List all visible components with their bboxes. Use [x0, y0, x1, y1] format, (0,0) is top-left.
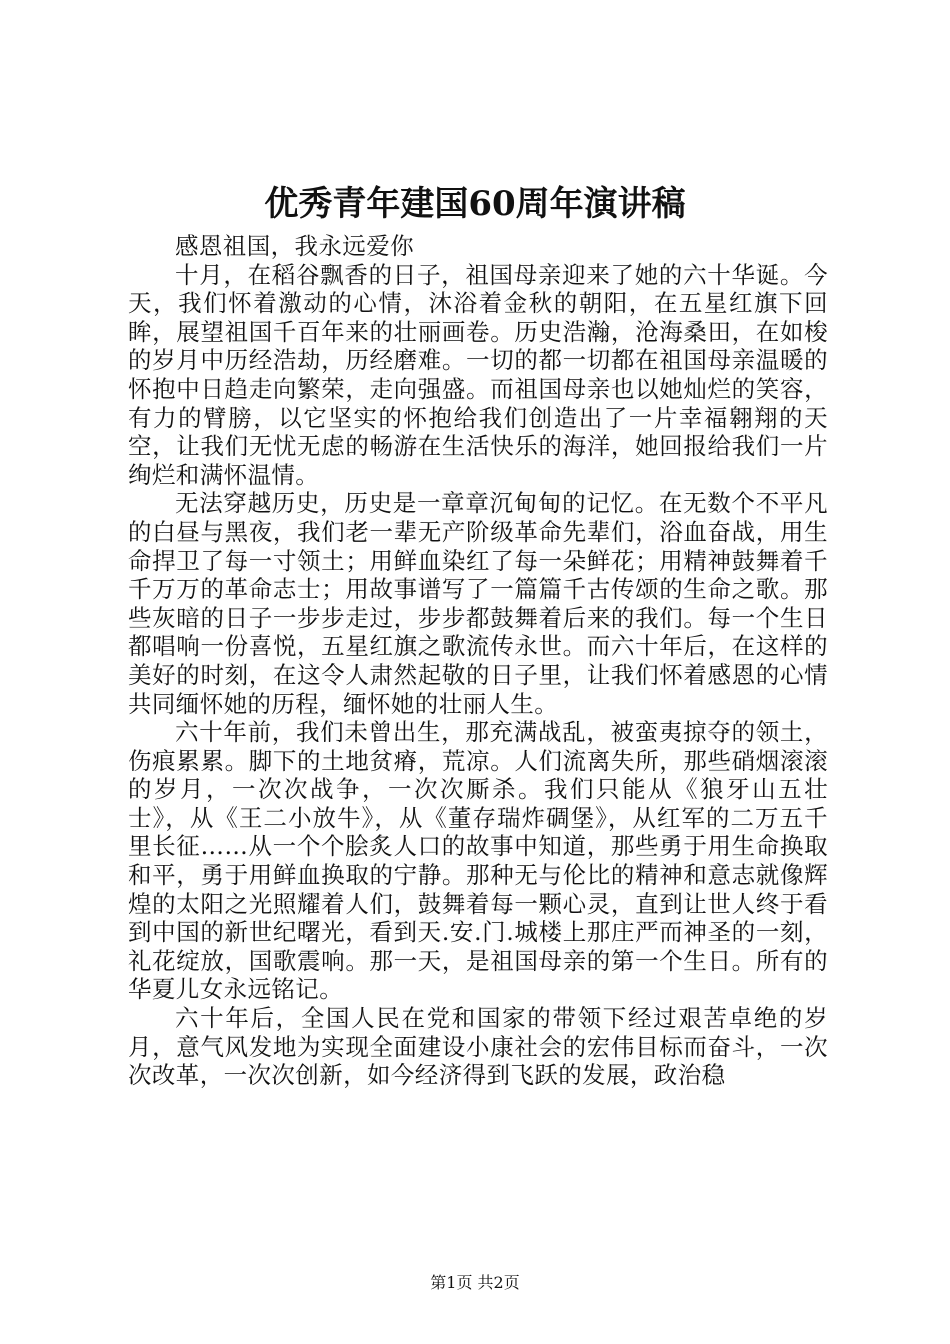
paragraph: 无法穿越历史，历史是一章章沉甸甸的记忆。在无数个不平凡的白昼与黑夜，我们老一辈无产阶级革命先辈们，浴血奋战，用生命捍卫了每一寸领土；用鲜血染红了每一朵鲜花；用精神鼓舞着千千万万的革命志士；用故事谱写了一篇篇千古传颂的生命之歌。那些灰暗的日子一步步走过，步步都鼓舞着后来的我们。每一个生日都唱响一份喜悦，五星红旗之歌流传永世。而六十年后，在这样的美好的时刻，在这令人肃然起敬的日子里，让我们怀着感恩的心情共同缅怀她的历程，缅怀她的壮丽人生。: [128, 489, 828, 718]
paragraph: 六十年前，我们未曾出生，那充满战乱，被蛮夷掠夺的领土，伤痕累累。脚下的土地贫瘠，荒凉。人们流离失所，那些硝烟滚滚的岁月，一次次战争，一次次厮杀。我们只能从《狼牙山五壮士》，从《王二小放牛》，从《董存瑞炸碉堡》，从红军的二万五千里长征……从一个个脍炙人口的故事中知道，那些勇于用生命换取和平，勇于用鲜血换取的宁静。那种无与伦比的精神和意志就像辉煌的太阳之光照耀着人们，鼓舞着每一颗心灵，直到让世人终于看到中国的新世纪曙光，看到天.安.门.城楼上那庄严而神圣的一刻，礼花绽放，国歌震响。那一天，是祖国母亲的第一个生日。所有的华夏儿女永远铭记。: [128, 718, 828, 1004]
paragraph: 六十年后，全国人民在党和国家的带领下经过艰苦卓绝的岁月，意气风发地为实现全面建设小康社会的宏伟目标而奋斗，一次次改革，一次次创新，如今经济得到飞跃的发展，政治稳: [128, 1004, 828, 1090]
page-footer: 第1页 共2页: [430, 1273, 520, 1292]
document-title: 优秀青年建国60周年演讲稿: [264, 184, 686, 224]
document-body: [128, 232, 828, 1090]
paragraph-subtitle: 感恩祖国，我永远爱你: [175, 232, 414, 260]
paragraph: 十月，在稻谷飘香的日子，祖国母亲迎来了她的六十华诞。今天，我们怀着激动的心情，沐浴着金秋的朝阳，在五星红旗下回眸，展望祖国千百年来的壮丽画卷。历史浩瀚，沧海桑田，在如梭的岁月中历经浩劫，历经磨难。一切的都一切都在祖国母亲温暖的怀抱中日趋走向繁荣，走向强盛。而祖国母亲也以她灿烂的笑容，有力的臂膀，以它坚实的怀抱给我们创造出了一片幸福翱翔的天空，让我们无忧无虑的畅游在生活快乐的海洋，她回报给我们一片绚烂和满怀温情。: [128, 260, 828, 489]
